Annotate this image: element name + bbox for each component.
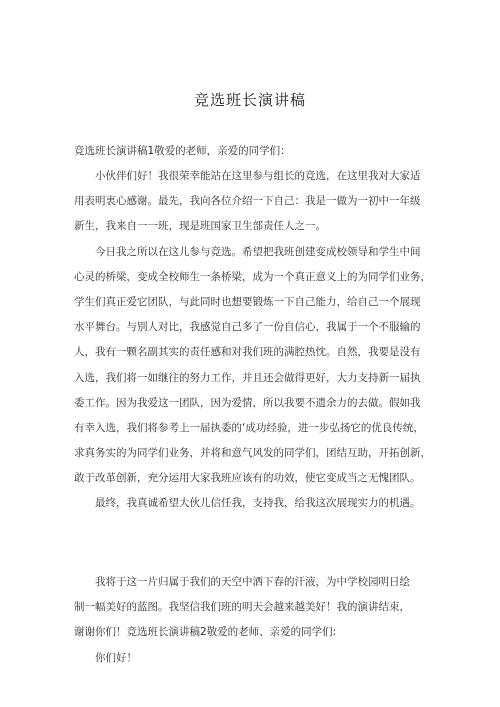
- text-line: 求真务实的为同学们业务，并将和意气风发的同学们，团结互助，开拓创新，: [74, 447, 431, 460]
- text-line: 小伙伴们好！我很荣幸能站在这里参与组长的竞选，在这里我对大家适: [95, 170, 421, 182]
- text-line: 心灵的桥梁，变成全校师生一条桥梁，成为一个真正意义上的为同学们业务，: [74, 270, 431, 283]
- text-line: 竞选班长演讲稿1敬爱的老师，亲爱的同学们：: [74, 145, 291, 157]
- salutation-paragraph: [74, 139, 434, 164]
- text-line: 最终，我真诚希望大伙儿信任我，支持我，给我这次展现实力的机遇。: [95, 497, 421, 510]
- text-line: 敢于改革创新，充分运用大家我班应该有的功效，使它变成当之无愧团队。: [74, 472, 421, 485]
- text-line: 制一幅美好的蓝图。我坚信我们班的明天会越来越美好！我的演讲结束，: [74, 601, 410, 614]
- text-line: 我将于这一片归属于我们的天空中洒下春的汗液，为中学校园明日绘: [95, 576, 410, 588]
- text-line: 新生，我来自一一班，现是班国家卫生部责任人之一。: [74, 220, 326, 233]
- speech-body-1: [74, 164, 434, 517]
- text-line: 谢谢你们！竞选班长演讲稿2敬爱的老师、亲爱的同学们:: [74, 626, 337, 639]
- text-line: 委工作。因为我爱这一团队，因为爱情，所以我要不遗余力的去做。假如我: [74, 396, 421, 409]
- text-line: 水平舞台。与别人对比，我感觉自己多了一份自信心，我属于一个不服输的: [74, 321, 421, 334]
- document-title: 竞选班长演讲稿: [193, 91, 306, 109]
- text-line: 用表明衷心感谢。最先，我向各位介绍一下自己：我是一做为一初中一年级: [74, 195, 421, 208]
- text-line: 今日我之所以在这儿参与竞选。希望把我班创建变成校领导和学生中间: [95, 245, 421, 258]
- text-line: 入选，我们将一如继往的努力工作，并且还会做得更好，大力支持新一届执: [74, 371, 421, 384]
- text-line: 有幸入选，我们将参考上一届执委的‘成功经验，进一步弘扬它的优良传统，: [74, 421, 424, 434]
- speech-body-2: [74, 570, 434, 671]
- text-line: 学生们真正爱它团队，与此同时也想要锻炼一下自己能力，给自己一个展现: [74, 295, 421, 308]
- text-line: 你们好！: [95, 651, 137, 664]
- text-line: 人，我有一颗名副其实的责任感和对我们班的满腔热忱。自然，我要是没有: [74, 346, 421, 359]
